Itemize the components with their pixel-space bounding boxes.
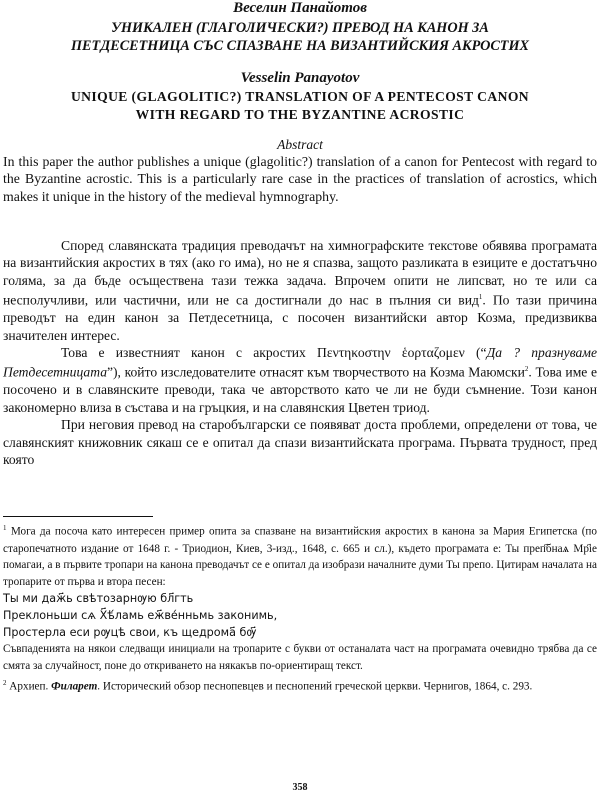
footnotes bbox=[3, 520, 597, 695]
paragraph-1: Според славянската традиция преводачът на химнографските текстове обявява програмата на византийския акростих в тях (ако го има), но не я спазва, защото разликата в езиците е достатъчно голяма, за да бъде осъществена тази тежка задача. Впрочем опити не липсват, но те или са несполучливи, или частични, или не са достигнали до нас в пълния си вид$^1$. По тази причина преводът на един канон за Петдесетница, с посочен византийски автор Козма, предизвиква значителен интерес. bbox=[3, 238, 597, 343]
footnote-1: $^1$ Мога да посоча като интересен пример опита за спазване на византийския акростих в канона за Мария Египетска (по старопечатното издание от 1648 г. - Триодион, Киев, 3-изд., 1648, с. 665 и сл.), където програмата е: Ты преп҃бнаѧ Мр҃іе помагаи, а в първите тропари на канона преводачът се е опитал да изобрази началните думи Ты препо. Цитирам началата на тропарите от първа и втора песен: bbox=[3, 524, 597, 589]
abstract-heading: Abstract bbox=[277, 137, 323, 152]
title-en-line-1: UNIQUE (GLAGOLITIC?) TRANSLATION OF A PENTECOST CANON bbox=[70, 89, 530, 104]
slavonic-line-3: Простерла еси рѹцѣ свои, къ щедрома҃ бѹ҃ bbox=[3, 625, 257, 639]
footnote-2: $^2$ Архиеп. Филарет. Исторический обзор песнопевцев и песнопений греческой церкви. Чернигов, 1864, с. 293. bbox=[3, 678, 533, 693]
author-en: Vesselin Panayotov bbox=[240, 70, 360, 86]
title-bg-line-1: УНИКАЛЕН (ГЛАГОЛИЧЕСКИ?) ПРЕВОД НА КАНОН ЗА bbox=[111, 20, 489, 36]
slavonic-line-1: Ты ми даж҃ь свѣтозарнѹю бл҃гть bbox=[3, 591, 194, 605]
acrostic-translation: Да ? празнуваме Петдесетницата bbox=[3, 344, 598, 380]
title-bg bbox=[2, 19, 598, 55]
title-en bbox=[2, 88, 598, 123]
author-bg: Веселин Панайотов bbox=[233, 0, 367, 16]
main-text bbox=[3, 237, 597, 468]
footnote-divider bbox=[3, 516, 153, 517]
greek-acrostic: Πεντηκοστην ἑορταζομεν bbox=[317, 344, 465, 360]
title-bg-line-2: ПЕТДЕСЕТНИЦА СЪС СПАЗВАНЕ НА ВИЗАНТИЙСКИЯ АКРОСТИХ bbox=[71, 38, 529, 54]
footnote-ref-1: 1 bbox=[478, 293, 483, 302]
abstract-text: In this paper the author publishes a unique (glagolitic?) translation of a canon for Pentecost with regard to the Byzantine acrostic. This is a particularly rare case in the practices of translation of acrostics, which makes it unique in the history of the medieval hymnography. bbox=[3, 154, 597, 204]
paragraph-3: При неговия превод на старобългарски се появяват доста проблеми, определени от това, че славянският книжовник сякаш се е опитал да спази византийската програма. Първата трудност, пред която bbox=[3, 417, 597, 467]
title-en-line-2: WITH REGARD TO THE BYZANTINE ACROSTIC bbox=[135, 106, 465, 122]
slavonic-line-2: Преклоньши сѧ Х҃ѣ́ламь еж҃ве́нньмь законимь, bbox=[3, 608, 278, 622]
paragraph-2: Това е известният канон с акростих Πεντηκοστην ἑορταζομεν (“Да ? празнуваме Петдесетницата”), който изследователите отнасят към творчеството на Козма Маюмски$^2$. Това име е посочено и в славянските преводи, така че авторството като че ли не буди съмнение. Този канон закономерно влиза в състава и на гръцкия, и на славянския Цветен триод. bbox=[3, 344, 598, 415]
footnote-ref-2: 2 bbox=[524, 365, 529, 374]
page-number: 358 bbox=[292, 782, 308, 793]
footnote-1-continuation: Съвпаденията на някои следващи инициали на тропарите с букви от останалата част на програмата очевидно трябва да се смята за случайност, поне до откриването на някакъв по-ориентиращ текст. bbox=[3, 643, 597, 673]
